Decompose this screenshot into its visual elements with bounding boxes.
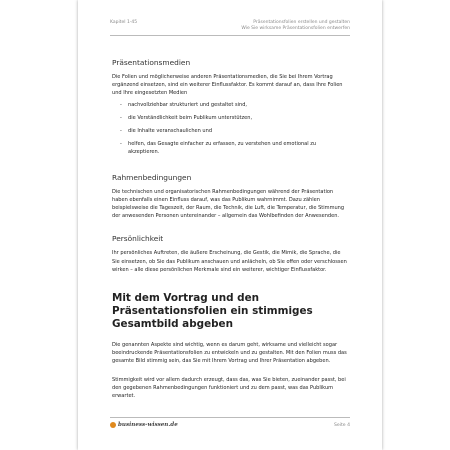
- page-number: Seite 4: [333, 423, 350, 428]
- main-heading: Mit dem Vortrag und den Präsentationsfolien ein stimmiges Gesamtbild abgeben: [112, 292, 313, 331]
- logo-dot-icon: [110, 422, 116, 428]
- header-title: Präsentationsfolien erstellen und gestalten: [253, 20, 350, 25]
- paragraph-main-1: Die genannten Aspekte sind wichtig, wenn es darum geht, wirksame und vielleicht sogar beeindruckende Präsentationsfolien zu entwickeln und zu gestalten. Mit den Folien muss das gesamte Bild stimmig sein, das Sie mit Ihrem Vortrag und Ihrer Präsentation abgeben.: [112, 342, 347, 365]
- header-divider: [110, 35, 350, 36]
- bullet-dash: -: [120, 101, 122, 108]
- paragraph-main-2: Stimmigkeit wird vor allem dadurch erzeugt, dass das, was Sie bieten, zueinander passt, bei den gegebenen Rahmenbedingungen funktioniert und zu dem passt, was das Publikum erwartet.: [112, 376, 346, 400]
- bullet-dash: -: [120, 140, 122, 147]
- section-heading-personality: Persönlichkeit: [112, 234, 164, 244]
- document-page: [78, 0, 382, 450]
- header-titles: [241, 20, 350, 32]
- header-chapter: Kapitel 1-45: [110, 20, 138, 25]
- list-item: - nachvollziehbar strukturiert und gestaltet sind,: [120, 101, 248, 108]
- paragraph-media: Die Folien und möglicherweise anderen Präsentationsmedien, die Sie bei Ihrem Vortrag ergänzend einsetzen, sind ein weiterer Einflussfaktor. Es kommt darauf an, dass Ihre Folien und Ihre eingesetzten Medien: [112, 74, 343, 97]
- section-heading-frame: Rahmenbedingungen: [112, 172, 192, 182]
- list-item: - helfen, das Gesagte einfacher zu erfassen, zu verstehen und emotional zu akzeptieren.: [120, 140, 317, 155]
- section-heading-media: Präsentationsmedien: [112, 58, 191, 67]
- bullet-dash: -: [120, 114, 122, 121]
- paragraph-frame: Die technischen und organisatorischen Rahmenbedingungen während der Präsentation haben ebenfalls einen Einfluss darauf, was das Publikum wahrnimmt. Dazu zählen beispielsweise die Tageszeit, der Raum, die Technik, die Luft, die Temperatur, die Stimmung der anwesenden Personen untereinander – allgemein das Wohlbefinden der Anwesenden.: [112, 188, 345, 220]
- header-subtitle: Wie Sie wirksame Präsentationsfolien entwerfen: [241, 26, 350, 31]
- logo-text: business-wissen.de: [118, 422, 178, 428]
- bullet-dash: -: [120, 127, 122, 134]
- footer-logo: [110, 422, 178, 428]
- page-content: [112, 58, 348, 400]
- paragraph-personality: Ihr persönliches Auftreten, die äußere Erscheinung, die Gestik, die Mimik, die Sprache, die Sie einsetzen, ob Sie das Publikum anschauen und anlächeln, ob Sie offen oder verschlossen wirken – alle diese persönlichen Merkmale sind ein weiterer, wichtiger Einflussfaktor.: [112, 250, 347, 273]
- list-item: - die Verständlichkeit beim Publikum unterstützen,: [120, 114, 253, 121]
- list-item: - die Inhalte veranschaulichen und: [120, 127, 213, 134]
- footer-divider: [110, 417, 350, 418]
- bullet-list: [112, 101, 348, 156]
